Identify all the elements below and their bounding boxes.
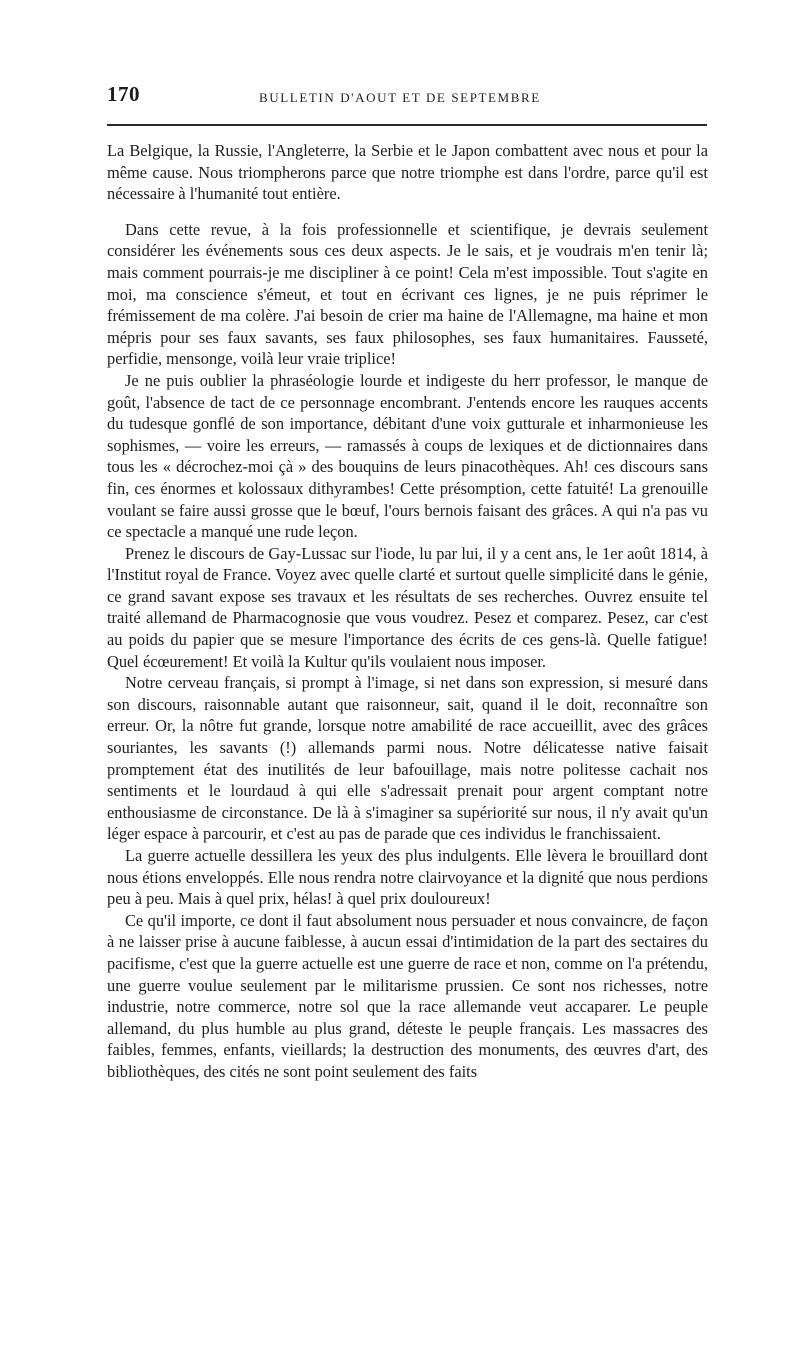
paragraph: Dans cette revue, à la fois professionnelle et scientifique, je devrais seulement considérer les événements sous ces deux aspects. Je le sais, et je voudrais m'en tenir là; mais comment pourrais-je me discipliner à ce point! Cela m'est impossible. Tout s'agite en moi, ma conscience s'émeut, et tout en écrivant ces lignes, je ne puis réprimer le frémissement de ma colère. J'ai besoin de crier ma haine de l'Allemagne, ma haine et mon mépris pour ses faux savants, ses faux philosophes, ses faux humanitaires. Fausseté, perfidie, mensonge, voilà leur vraie triplice! xyxy=(107,219,708,369)
page-header xyxy=(107,82,707,112)
running-title: BULLETIN D'AOUT ET DE SEPTEMBRE xyxy=(259,90,541,105)
paragraph: La guerre actuelle dessillera les yeux des plus indulgents. Elle lèvera le brouillard dont nous étions enveloppés. Elle nous rendra notre clairvoyance et la dignité que nous perdions peu à peu. Mais à quel prix, hélas! à quel prix douloureux! xyxy=(107,846,708,909)
paragraph: Notre cerveau français, si prompt à l'image, si net dans son expression, si mesuré dans son discours, raisonnable autant que raisonneur, sait, quand il le doit, reconnaître son erreur. Or, la nôtre fut grande, lorsque notre amabilité de race accueillit, avec des grâces souriantes, les savants (!) allemands parmi nous. Notre délicatesse native faisait promptement état des inutilités de leur bafouillage, mais notre politesse cachait nos sentiments et le lourdaud à qui elle s'adressait prenait pour argent comptant notre enthousiasme de circonstance. De là à s'imaginer sa supériorité sur nous, il n'y avait qu'un léger espace à parcourir, et c'est au pas de parade que ces individus le franchissaient. xyxy=(107,673,708,844)
page-number: 170 xyxy=(107,82,140,106)
paragraph: Prenez le discours de Gay-Lussac sur l'iode, lu par lui, il y a cent ans, le 1er août 1814, à l'Institut royal de France. Voyez avec quelle clarté et surtout quelle simplicité dans le génie, ce grand savant expose ses travaux et les résultats de ses recherches. Ouvrez ensuite tel traité allemand de Pharmacognosie que vous voudrez. Pesez et comparez. Pesez, car c'est au poids du papier que se mesure l'importance des écrits de ces gens-là. Quelle fatigue! Quel écœurement! Et voilà la Kultur qu'ils voulaient nous imposer. xyxy=(107,543,708,671)
header-rule xyxy=(107,124,707,126)
paragraph: Je ne puis oublier la phraséologie lourde et indigeste du herr professor, le manque de goût, l'absence de tact de ce personnage encombrant. J'entends encore les rauques accents du tudesque gonflé de son importance, débitant d'une voix gutturale et inharmonieuse les sophismes, — voire les erreurs, — ramassés à coups de lexiques et de dictionnaires dans tous les « décrochez-moi çà » des bouquins de leurs pinacothèques. Ah! ces discours sans fin, ces énormes et kolossaux dithyrambes! Cette présomption, cette fatuité! La grenouille voulant se faire aussi grosse que le bœuf, l'ours bernois faisant des grâces. A qui n'a pas vu ce spectacle a manqué une rude leçon. xyxy=(107,370,708,542)
paragraph: La Belgique, la Russie, l'Angleterre, la Serbie et le Japon combattent avec nous et pour la même cause. Nous triompherons parce que notre triomphe est dans l'ordre, parce qu'il est nécessaire à l'humanité tout entière. xyxy=(107,141,708,204)
article-body xyxy=(107,140,708,1083)
paragraph: Ce qu'il importe, ce dont il faut absolument nous persuader et nous convaincre, de façon à ne laisser prise à aucune faiblesse, à aucun essai d'intimidation de la part des sectaires du pacifisme, c'est que la guerre actuelle est une guerre de race et non, comme on l'a prétendu, une guerre voulue seulement par le militarisme prussien. Ce sont nos richesses, notre industrie, notre commerce, notre sol que la race allemande veut accaparer. Le peuple allemand, du plus humble au plus grand, déteste le peuple français. Les massacres des faibles, femmes, enfants, vieillards; la destruction des monuments, des œuvres d'art, des bibliothèques, des cités ne sont point seulement des faits xyxy=(107,910,708,1081)
